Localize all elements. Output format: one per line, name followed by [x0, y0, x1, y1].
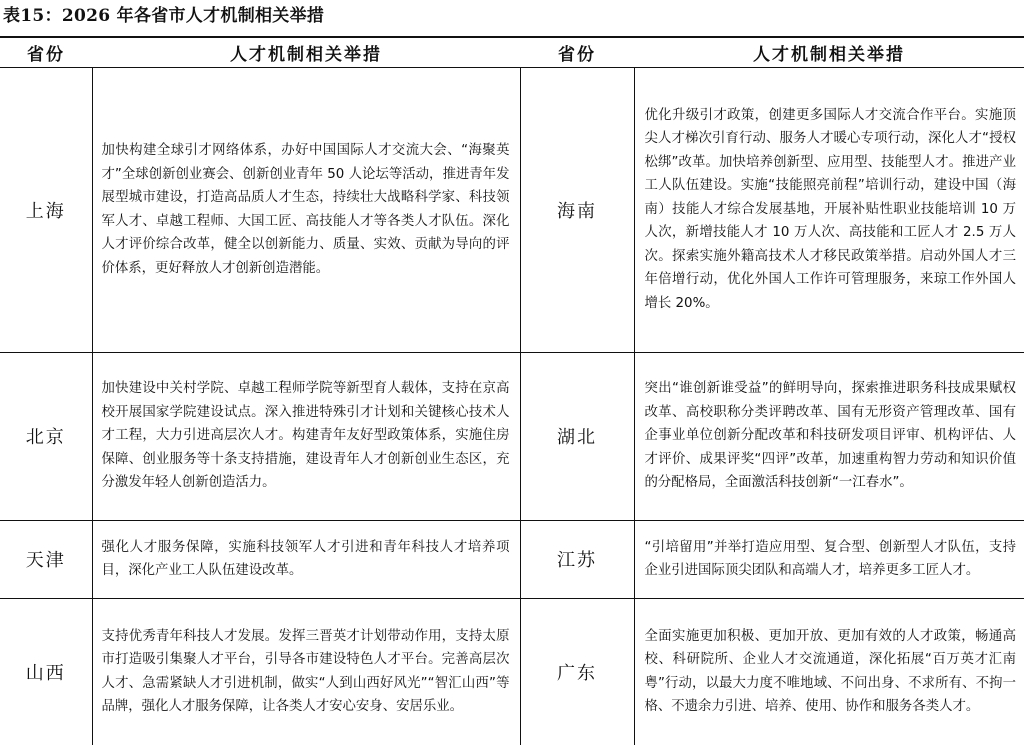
province-cell: 北京	[0, 352, 92, 520]
measure-cell: 突出“谁创新谁受益”的鲜明导向，探索推进职务科技成果赋权改革、高校职称分类评聘改革、国有无形资产管理改革、国有企事业单位创新分配改革和科技研发项目评审、机构评估、人才评价、成果评奖“四评”改革，加速重构智力劳动和知识价值的分配格局，全面激活科技创新“一江春水”。	[634, 352, 1024, 520]
header-province-left: 省份	[0, 37, 92, 67]
province-cell: 天津	[0, 520, 92, 598]
measure-cell: 加快建设中关村学院、卓越工程师学院等新型育人载体，支持在京高校开展国家学院建设试点。深入推进特殊引才计划和关键核心技术人才工程，大力引进高层次人才。构建青年友好型政策体系，实施住房保障、创业服务等十条支持措施，建设青年人才创新创业生态区，充分激发年轻人创新创造活力。	[92, 352, 520, 520]
measure-cell: 加快构建全球引才网络体系，办好中国国际人才交流大会、“海聚英才”全球创新创业赛会、创新创业青年 50 人论坛等活动，推进青年发展型城市建设，打造高品质人才生态，持续壮大战略科学家、科技领军人才、卓越工程师、大国工匠、高技能人才等各类人才队伍。深化人才评价综合改革，健全以创新能力、质量、实效、贡献为导向的评价体系，更好释放人才创新创造潜能。	[92, 67, 520, 352]
province-cell: 广东	[557, 662, 597, 684]
measure-cell: 强化人才服务保障，实施科技领军人才引进和青年科技人才培养项目，深化产业工人队伍建设改革。	[92, 520, 520, 598]
province-cell: 海南	[520, 67, 634, 352]
province-cell: 山西	[25, 662, 66, 684]
header-measures-left: 人才机制相关举措	[92, 37, 520, 67]
header-row	[0, 37, 1024, 67]
table-row	[0, 520, 1024, 598]
measure-cell: “引培留用”并举打造应用型、复合型、创新型人才队伍，支持企业引进国际顶尖团队和高端人才，培养更多工匠人才。	[634, 520, 1024, 598]
table-caption: 表15：2026 年各省市人才机制相关举措	[3, 6, 325, 26]
talent-measures-table	[0, 36, 1024, 745]
table-row	[0, 598, 1024, 745]
table-row	[0, 352, 1024, 520]
measure-cell: 支持优秀青年科技人才发展。发挥三晋英才计划带动作用，支持太原市打造吸引集聚人才平台，引导各市建设特色人才平台。完善高层次人才、急需紧缺人才引进机制，做实“人到山西好风光”“智汇山西”等品牌，强化人才服务保障，让各类人才安心安身、安居乐业。	[92, 598, 520, 745]
province-cell: 上海	[0, 67, 92, 352]
measure-cell: 优化升级引才政策，创建更多国际人才交流合作平台。实施顶尖人才梯次引育行动、服务人才暖心专项行动，深化人才“授权松绑”改革。加快培养创新型、应用型、技能型人才。推进产业工人队伍建设。实施“技能照亮前程”培训行动，建设中国（海南）技能人才综合发展基地，开展补贴性职业技能培训 10 万人次，新增技能人才 10 万人次、高技能和工匠人才 2.5 万人次。探索实施外籍高技术人才移民政策举措。启动外国人才三年倍增行动，优化外国人工作许可管理服务，来琼工作外国人增长 20%。	[634, 67, 1024, 352]
header-province-right: 省份	[520, 37, 634, 67]
table-row	[0, 67, 1024, 352]
province-cell: 江苏	[520, 520, 634, 598]
measure-cell: 全面实施更加积极、更加开放、更加有效的人才政策，畅通高校、科研院所、企业人才交流通道，深化拓展“百万英才汇南粤”行动，以最大力度不唯地域、不问出身、不求所有、不拘一格、不遗余力引进、培养、使用、协作和服务各类人才。	[634, 598, 1024, 745]
province-cell: 湖北	[520, 352, 634, 520]
header-measures-right: 人才机制相关举措	[634, 37, 1024, 67]
